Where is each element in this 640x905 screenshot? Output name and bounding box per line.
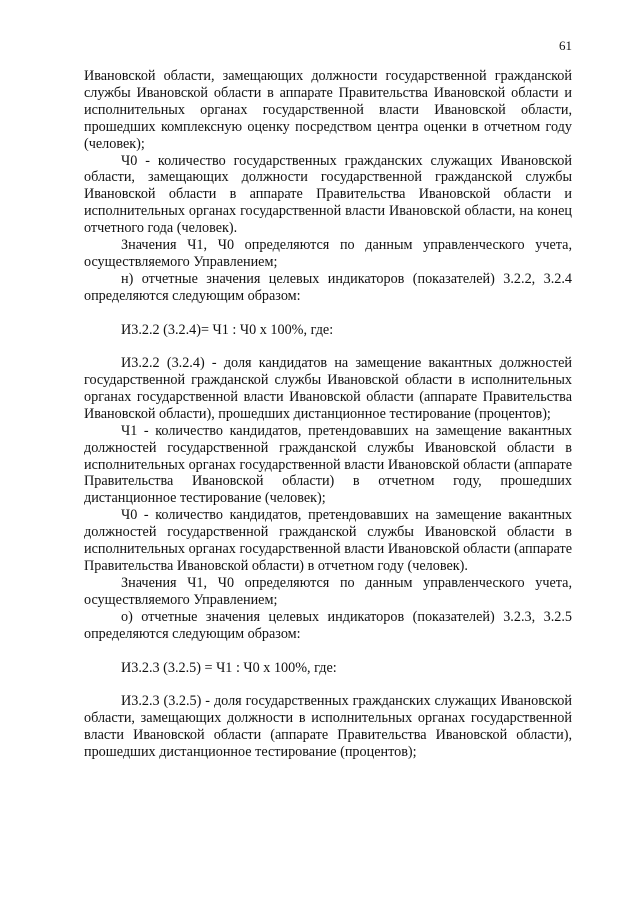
paragraph-i-3-2-2-definition: И3.2.2 (3.2.4) - доля кандидатов на замещение вакантных должностей государственной гражданской службы Ивановской области в исполнительных органах государственной власти Ивановской области (аппарате Правительства Ивановской области), прошедших дистанционное тестирование (процентов);: [84, 355, 572, 422]
paragraph-continuation-assessed-count: Ивановской области, замещающих должности государственной гражданской службы Ивановской области в аппарате Правительства Ивановской области и исполнительных органах государственной власти Ивановской области, прошедших комплексную оценку посредством центра оценки в отчетном году (человек);: [84, 68, 572, 152]
paragraph-i-3-2-3-definition: И3.2.3 (3.2.5) - доля государственных гражданских служащих Ивановской области, замещающих должности в исполнительных органах государственной власти Ивановской области (аппарате Правительства Ивановской области), прошедших дистанционное тестирование (процентов);: [84, 692, 572, 760]
paragraph-ch0-definition: Ч0 - количество государственных гражданских служащих Ивановской области, замещающих должности государственной гражданской службы Ивановской области в аппарате Правительства Ивановской области и исполнительных органах государственной власти Ивановской области, на конец отчетного года (человек).: [84, 152, 572, 237]
formula-i-3-2-2: И3.2.2 (3.2.4)= Ч1 : Ч0 х 100%, где:: [121, 321, 334, 338]
paragraph-values-source-2: Значения Ч1, Ч0 определяются по данным управленческого учета, осуществляемого Управлением;: [84, 574, 572, 608]
document-body: [84, 68, 572, 761]
paragraph-ch1-definition: Ч1 - количество кандидатов, претендовавших на замещение вакантных должностей государственной гражданской службы Ивановской области в исполнительных органах государственной власти Ивановской области (аппарате Правительства Ивановской области) в отчетном году, прошедших дистанционное тестирование (человек);: [84, 422, 572, 507]
page-number: 61: [559, 38, 572, 53]
paragraph-ch0-candidates-definition: Ч0 - количество кандидатов, претендовавших на замещение вакантных должностей государственной гражданской службы Ивановской области в исполнительных органах государственной власти Ивановской области (аппарате Правительства Ивановской области) в отчетном году (человек).: [84, 507, 572, 574]
paragraph-values-source: Значения Ч1, Ч0 определяются по данным управленческого учета, осуществляемого Управлением;: [84, 237, 572, 270]
paragraph-item-o: о) отчетные значения целевых индикаторов (показателей) 3.2.3, 3.2.5 определяются следующим образом:: [84, 608, 572, 642]
paragraph-item-n: н) отчетные значения целевых индикаторов (показателей) 3.2.2, 3.2.4 определяются следующим образом:: [84, 270, 572, 304]
formula-i-3-2-3: И3.2.3 (3.2.5) = Ч1 : Ч0 х 100%, где:: [121, 659, 337, 676]
